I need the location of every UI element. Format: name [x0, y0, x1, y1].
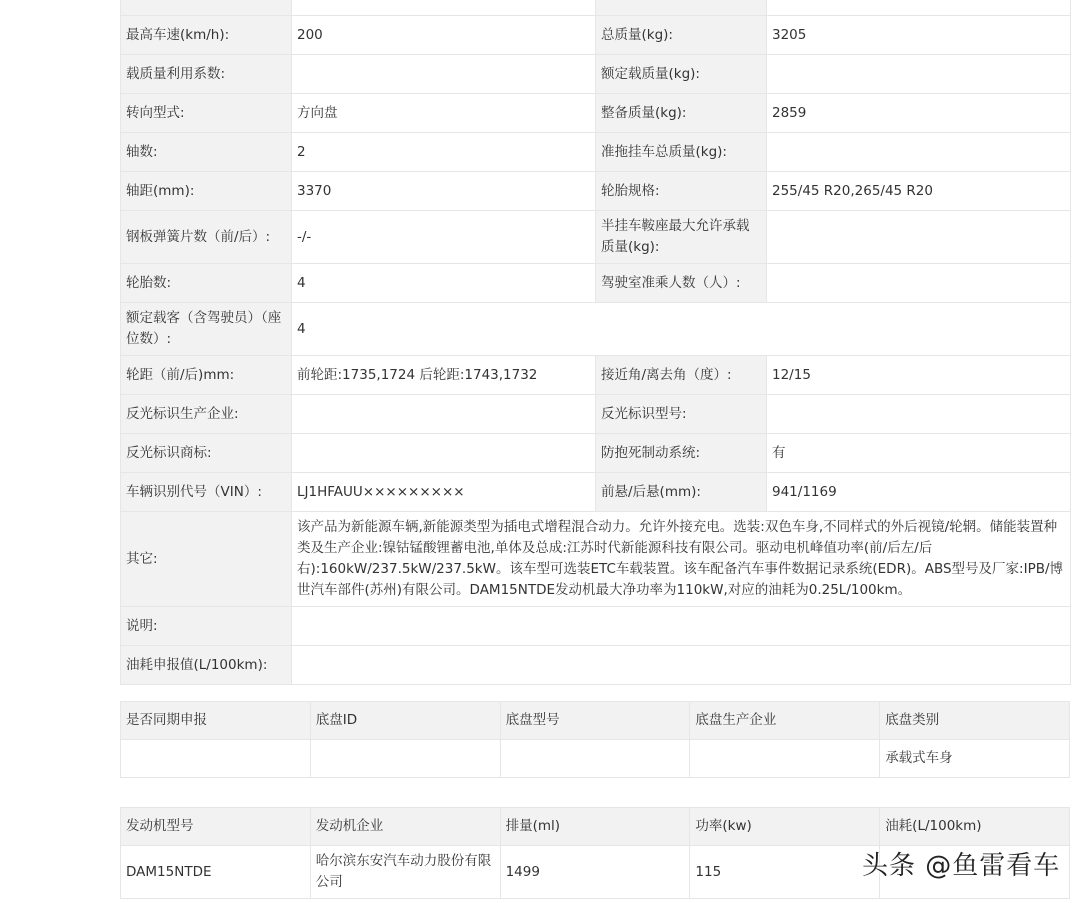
- chassis-data-row: [121, 740, 1070, 778]
- spec-value: [292, 646, 1071, 685]
- spec-value: 有: [767, 434, 1071, 473]
- spec-label: 防抱死制动系统:: [596, 434, 767, 473]
- spec-value: 3205: [767, 16, 1071, 55]
- spec-label: 额定载质量(kg):: [596, 55, 767, 94]
- spec-label: 轴距(mm):: [121, 172, 292, 211]
- spec-value: 方向盘: [292, 94, 596, 133]
- chassis-header-cell: 底盘类别: [880, 702, 1070, 740]
- spec-row: [121, 434, 1071, 473]
- spec-label: [121, 0, 292, 16]
- spec-value: 前轮距:1735,1724 后轮距:1743,1732: [292, 356, 596, 395]
- spec-value: [292, 0, 596, 16]
- spec-label: 轴数:: [121, 133, 292, 172]
- engine-header-cell: 功率(kw): [690, 808, 880, 846]
- chassis-header-cell: 是否同期申报: [121, 702, 311, 740]
- spec-label: 总质量(kg):: [596, 16, 767, 55]
- spec-label: 反光标识商标:: [121, 434, 292, 473]
- spec-value: [767, 211, 1071, 264]
- spec-label: 接近角/离去角（度）:: [596, 356, 767, 395]
- spec-value: 4: [292, 303, 1071, 356]
- chassis-header-cell: 底盘ID: [310, 702, 500, 740]
- chassis-cell: [690, 740, 880, 778]
- spec-row: [121, 356, 1071, 395]
- spec-value: [292, 395, 596, 434]
- engine-header-cell: 油耗(L/100km): [880, 808, 1070, 846]
- spec-label: 轮胎规格:: [596, 172, 767, 211]
- spec-label: 半挂车鞍座最大允许承载质量(kg):: [596, 211, 767, 264]
- spec-label: 反光标识型号:: [596, 395, 767, 434]
- vehicle-spec-table: [120, 0, 1071, 685]
- spec-value: 3370: [292, 172, 596, 211]
- engine-header-row: [121, 808, 1070, 846]
- spec-label: 额定载客（含驾驶员）（座位数）:: [121, 303, 292, 356]
- chassis-cell: [310, 740, 500, 778]
- spec-row: [121, 55, 1071, 94]
- spec-value: [292, 607, 1071, 646]
- spec-value: [292, 55, 596, 94]
- spec-label: 车辆识别代号（VIN）:: [121, 473, 292, 512]
- engine-cell: 哈尔滨东安汽车动力股份有限公司: [310, 846, 500, 899]
- engine-cell: 1499: [500, 846, 690, 899]
- spec-row: [121, 607, 1071, 646]
- spec-value: 2859: [767, 94, 1071, 133]
- spec-value: [767, 264, 1071, 303]
- spec-row: [121, 512, 1071, 607]
- spec-value: [767, 133, 1071, 172]
- engine-header-cell: 排量(ml): [500, 808, 690, 846]
- spec-label: 其它:: [121, 512, 292, 607]
- spec-value: -/-: [292, 211, 596, 264]
- chassis-cell: [500, 740, 690, 778]
- engine-cell: DAM15NTDE: [121, 846, 311, 899]
- spec-label: 说明:: [121, 607, 292, 646]
- spec-label: [596, 0, 767, 16]
- spec-value: [767, 395, 1071, 434]
- spec-label: 转向型式:: [121, 94, 292, 133]
- spec-label: 准拖挂车总质量(kg):: [596, 133, 767, 172]
- spec-value: 2: [292, 133, 596, 172]
- spec-value: [767, 0, 1071, 16]
- spec-value: 该产品为新能源车辆,新能源类型为插电式增程混合动力。允许外接充电。选装:双色车身,不同样式的外后视镜/轮辋。储能装置种类及生产企业:镍钴锰酸锂蓄电池,单体及总成:江苏时代新能源科技有限公司。驱动电机峰值功率(前/后左/后右):160kW/237.5kW/237.5kW。该车型可选装ETC车载装置。该车配备汽车事件数据记录系统(EDR)。ABS型号及厂家:IPB/博世汽车部件(苏州)有限公司。DAM15NTDE发动机最大净功率为110kW,对应的油耗为0.25L/100km。: [292, 512, 1071, 607]
- spec-value: 12/15: [767, 356, 1071, 395]
- spec-row: [121, 172, 1071, 211]
- spec-label: 驾驶室准乘人数（人）:: [596, 264, 767, 303]
- spec-row: [121, 303, 1071, 356]
- spec-label: 轮胎数:: [121, 264, 292, 303]
- spec-row: [121, 473, 1071, 512]
- spec-row: [121, 94, 1071, 133]
- spec-label: 轮距（前/后)mm:: [121, 356, 292, 395]
- watermark-logo: 头条 @鱼雷看车: [862, 851, 1061, 881]
- spec-row: [121, 646, 1071, 685]
- spec-row: [121, 395, 1071, 434]
- spec-label: 最高车速(km/h):: [121, 16, 292, 55]
- spec-label: 前悬/后悬(mm):: [596, 473, 767, 512]
- spec-row: [121, 211, 1071, 264]
- engine-header-cell: 发动机型号: [121, 808, 311, 846]
- spec-label: 钢板弹簧片数（前/后）:: [121, 211, 292, 264]
- chassis-cell: 承载式车身: [880, 740, 1070, 778]
- engine-header-cell: 发动机企业: [310, 808, 500, 846]
- spec-label: 载质量利用系数:: [121, 55, 292, 94]
- spec-row: [121, 133, 1071, 172]
- spec-row: [121, 264, 1071, 303]
- spec-value: 941/1169: [767, 473, 1071, 512]
- spec-value: LJ1HFAUU×××××××××: [292, 473, 596, 512]
- spec-value: [767, 55, 1071, 94]
- spec-row: [121, 16, 1071, 55]
- spec-value: 4: [292, 264, 596, 303]
- spec-label: 反光标识生产企业:: [121, 395, 292, 434]
- chassis-table: [120, 701, 1070, 778]
- chassis-header-cell: 底盘生产企业: [690, 702, 880, 740]
- spec-label: 油耗申报值(L/100km):: [121, 646, 292, 685]
- engine-cell: 115: [690, 846, 880, 899]
- spec-value: [292, 434, 596, 473]
- spec-label: 整备质量(kg):: [596, 94, 767, 133]
- spec-value: 255/45 R20,265/45 R20: [767, 172, 1071, 211]
- chassis-header-cell: 底盘型号: [500, 702, 690, 740]
- chassis-header-row: [121, 702, 1070, 740]
- spec-value: 200: [292, 16, 596, 55]
- spec-row: [121, 0, 1071, 16]
- chassis-cell: [121, 740, 311, 778]
